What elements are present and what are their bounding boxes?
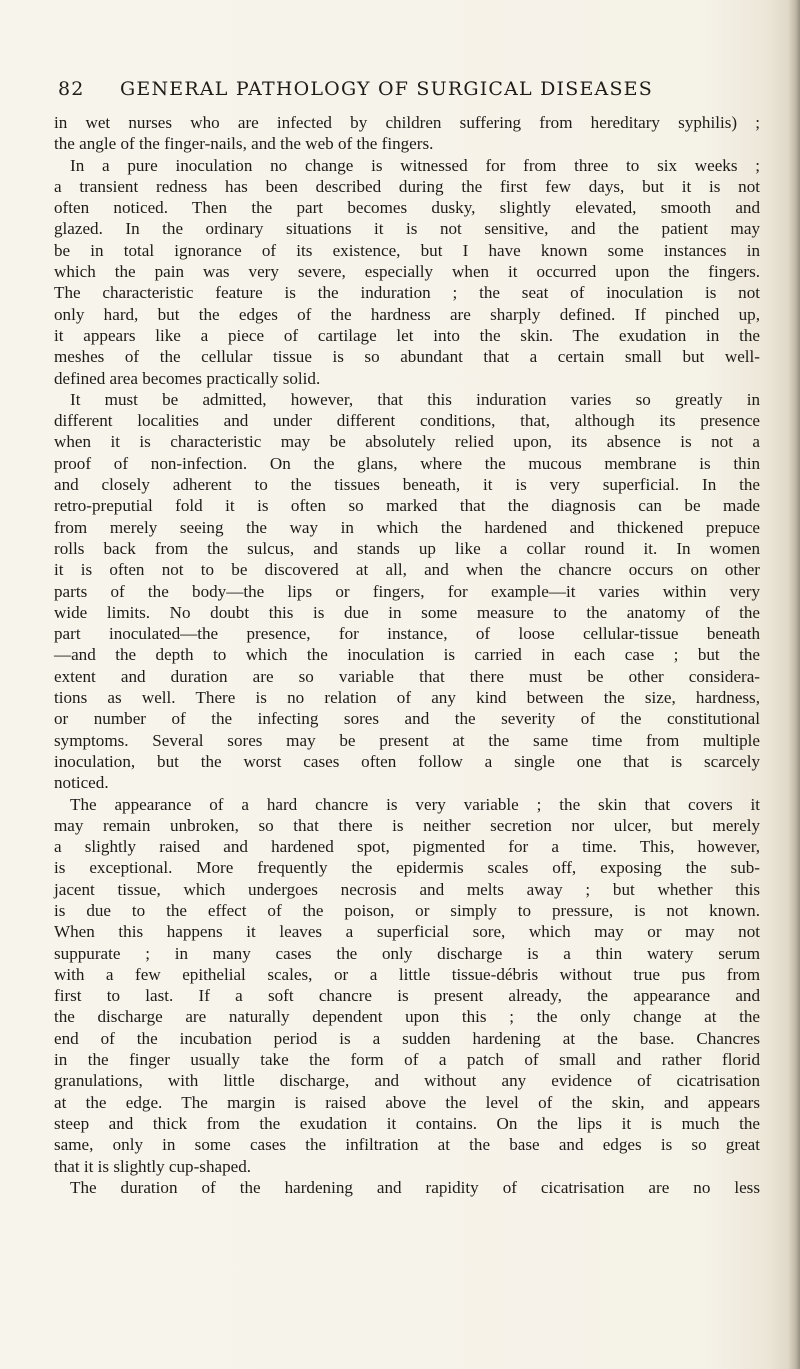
text-line: be in total ignorance of its existence, but I have known some instances in [54, 240, 760, 260]
text-line: is exceptional. More frequently the epidermis scales off, exposing the sub- [54, 858, 760, 878]
text-line: noticed. [54, 773, 109, 793]
text-line: the angle of the finger-nails, and the web of the fingers. [54, 134, 434, 154]
body-text [54, 112, 760, 1198]
text-line: it appears like a piece of cartilage let into the skin. The exudation in the [54, 325, 760, 345]
text-line: In a pure inoculation no change is witnessed for from three to six weeks ; [70, 155, 760, 175]
page-number: 82 [58, 78, 85, 100]
text-line: glazed. In the ordinary situations it is not sensitive, and the patient may [54, 219, 760, 239]
text-line: with a few epithelial scales, or a little tissue-débris without true pus from [54, 964, 760, 984]
page-header [58, 76, 748, 102]
text-line: The appearance of a hard chancre is very variable ; the skin that covers it [70, 794, 760, 814]
text-line: that it is slightly cup-shaped. [54, 1156, 252, 1176]
text-line: wide limits. No doubt this is due in some measure to the anatomy of the [54, 602, 760, 622]
text-line: end of the incubation period is a sudden hardening at the base. Chancres [54, 1028, 760, 1048]
text-line: in the finger usually take the form of a patch of small and rather florid [54, 1050, 760, 1070]
text-line: The characteristic feature is the induration ; the seat of inoculation is not [54, 283, 760, 303]
text-line: The duration of the hardening and rapidity of cicatrisation are no less [70, 1177, 760, 1197]
text-line: rolls back from the sulcus, and stands up like a collar round it. In women [54, 538, 760, 558]
page-edge-shadow [788, 0, 800, 1369]
text-line: is due to the effect of the poison, or simply to pressure, is not known. [54, 900, 760, 920]
text-line: —and the depth to which the inoculation is carried in each case ; but the [54, 645, 760, 665]
text-line: often noticed. Then the part becomes dusky, slightly elevated, smooth and [54, 198, 760, 218]
text-line: inoculation, but the worst cases often follow a single one that is scarcely [54, 751, 760, 771]
text-line: meshes of the cellular tissue is so abundant that a certain small but well- [54, 347, 760, 367]
text-line: and closely adherent to the tissues beneath, it is very superficial. In the [54, 475, 760, 495]
text-line: symptoms. Several sores may be present at the same time from multiple [54, 730, 760, 750]
text-line: at the edge. The margin is raised above the level of the skin, and appears [54, 1092, 760, 1112]
text-line: granulations, with little discharge, and without any evidence of cicatrisation [54, 1071, 760, 1091]
running-title: GENERAL PATHOLOGY OF SURGICAL DISEASES [120, 78, 653, 100]
text-line: when it is characteristic may be absolutely relied upon, its absence is not a [54, 432, 760, 452]
text-line: suppurate ; in many cases the only discharge is a thin watery serum [54, 943, 760, 963]
text-line: defined area becomes practically solid. [54, 368, 321, 388]
text-line: first to last. If a soft chancre is present already, the appearance and [54, 986, 760, 1006]
text-line: retro-preputial fold it is often so marked that the diagnosis can be made [54, 496, 760, 516]
text-line: the discharge are naturally dependent upon this ; the only change at the [54, 1007, 760, 1027]
text-line: a slightly raised and hardened spot, pigmented for a time. This, however, [54, 837, 760, 857]
text-line: only hard, but the edges of the hardness are sharply defined. If pinched up, [54, 304, 760, 324]
text-line: it is often not to be discovered at all, and when the chancre occurs on other [54, 560, 760, 580]
text-line: may remain unbroken, so that there is neither secretion nor ulcer, but merely [54, 815, 760, 835]
text-line: from merely seeing the way in which the hardened and thickened prepuce [54, 517, 760, 537]
text-line: jacent tissue, which undergoes necrosis and melts away ; but whether this [54, 879, 760, 899]
text-line: part inoculated—the presence, for instance, of loose cellular-tissue beneath [54, 624, 760, 644]
text-line: different localities and under different conditions, that, although its presence [54, 411, 760, 431]
text-line: steep and thick from the exudation it contains. On the lips it is much the [54, 1113, 760, 1133]
text-line: It must be admitted, however, that this induration varies so greatly in [70, 389, 760, 409]
text-line: proof of non-infection. On the glans, where the mucous membrane is thin [54, 453, 760, 473]
text-line: or number of the infecting sores and the severity of the constitutional [54, 709, 760, 729]
text-line: parts of the body—the lips or fingers, for example—it varies within very [54, 581, 760, 601]
text-line: extent and duration are so variable that there must be other considera- [54, 666, 760, 686]
text-line: which the pain was very severe, especially when it occurred upon the fingers. [54, 262, 760, 282]
text-line: a transient redness has been described during the first few days, but it is not [54, 176, 760, 196]
text-line: in wet nurses who are infected by children suffering from hereditary syphilis) ; [54, 113, 760, 132]
text-line: tions as well. There is no relation of any kind between the size, hardness, [54, 688, 760, 708]
text-line: same, only in some cases the infiltration at the base and edges is so great [54, 1135, 760, 1155]
text-line: When this happens it leaves a superficial sore, which may or may not [54, 922, 760, 942]
